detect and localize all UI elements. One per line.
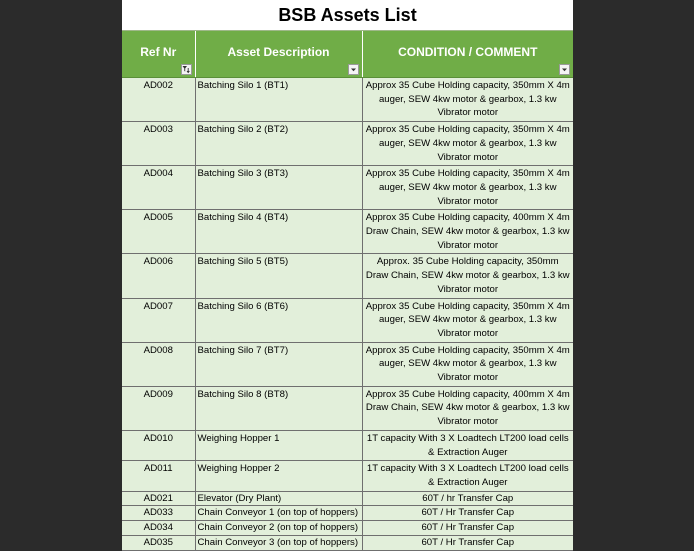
description-cell[interactable]: Chain Conveyor 2 (on top of hoppers) [195, 521, 362, 536]
table-row [122, 122, 573, 166]
ref-cell[interactable]: AD034 [122, 521, 195, 536]
condition-cell[interactable]: Approx 35 Cube Holding capacity, 350mm X 4m auger, SEW 4kw motor & gearbox, 1.3 kw Vibrator motor [362, 122, 573, 166]
condition-cell[interactable]: 60T / hr Transfer Cap [362, 491, 573, 506]
ref-cell[interactable]: AD011 [122, 461, 195, 491]
condition-cell[interactable]: Approx 35 Cube Holding capacity, 350mm X 4m auger, SEW 4kw motor & gearbox, 1.3 kw Vibrator motor [362, 166, 573, 210]
spreadsheet [122, 0, 573, 548]
header-row [122, 31, 573, 78]
table-row [122, 491, 573, 506]
description-cell[interactable]: Batching Silo 4 (BT4) [195, 210, 362, 254]
sheet-title: BSB Assets List [122, 0, 573, 31]
table-row [122, 342, 573, 386]
ref-cell[interactable]: AD003 [122, 122, 195, 166]
condition-cell[interactable]: Approx 35 Cube Holding capacity, 350mm X 4m auger, SEW 4kw motor & gearbox, 1.3 kw Vibrator motor [362, 298, 573, 342]
ref-cell[interactable]: AD005 [122, 210, 195, 254]
description-cell[interactable]: Elevator (Dry Plant) [195, 491, 362, 506]
table-row [122, 78, 573, 122]
ref-cell[interactable]: AD021 [122, 491, 195, 506]
ref-cell[interactable]: AD010 [122, 430, 195, 460]
description-cell[interactable]: Batching Silo 8 (BT8) [195, 386, 362, 430]
description-cell[interactable]: Weighing Hopper 1 [195, 430, 362, 460]
condition-cell[interactable]: 60T / Hr Transfer Cap [362, 521, 573, 536]
condition-cell[interactable]: Approx 35 Cube Holding capacity, 350mm X 4m auger, SEW 4kw motor & gearbox, 1.3 kw Vibrator motor [362, 342, 573, 386]
condition-cell[interactable]: 60T / Hr Transfer Cap [362, 506, 573, 521]
condition-cell[interactable]: 1T capacity With 3 X Loadtech LT200 load cells & Extraction Auger [362, 461, 573, 491]
condition-cell[interactable]: 60T / Hr Transfer Cap [362, 535, 573, 550]
ref-cell[interactable]: AD007 [122, 298, 195, 342]
ref-cell[interactable]: AD009 [122, 386, 195, 430]
condition-cell[interactable]: 1T capacity With 3 X Loadtech LT200 load cells & Extraction Auger [362, 430, 573, 460]
header-description [195, 31, 362, 78]
ref-cell[interactable]: AD035 [122, 535, 195, 550]
ref-cell[interactable]: AD008 [122, 342, 195, 386]
description-cell[interactable]: Chain Conveyor 3 (on top of hoppers) [195, 535, 362, 550]
filter-dropdown-icon[interactable] [348, 64, 359, 75]
description-cell[interactable]: Batching Silo 3 (BT3) [195, 166, 362, 210]
ref-cell[interactable]: AD004 [122, 166, 195, 210]
description-cell[interactable]: Batching Silo 7 (BT7) [195, 342, 362, 386]
table-row [122, 430, 573, 460]
description-cell[interactable]: Chain Conveyor 1 (on top of hoppers) [195, 506, 362, 521]
table-row [122, 386, 573, 430]
condition-cell[interactable]: Approx 35 Cube Holding capacity, 350mm X 4m auger, SEW 4kw motor & gearbox, 1.3 kw Vibrator motor [362, 78, 573, 122]
header-condition [362, 31, 573, 78]
filter-dropdown-icon[interactable] [559, 64, 570, 75]
description-cell[interactable]: Weighing Hopper 2 [195, 461, 362, 491]
ref-cell[interactable]: AD002 [122, 78, 195, 122]
filter-active-icon[interactable] [181, 64, 192, 75]
header-ref [122, 31, 195, 78]
table-row [122, 166, 573, 210]
table-row [122, 298, 573, 342]
condition-cell[interactable]: Approx. 35 Cube Holding capacity, 350mm Draw Chain, SEW 4kw motor & gearbox, 1.3 kw Vibrator motor [362, 254, 573, 298]
description-cell[interactable]: Batching Silo 5 (BT5) [195, 254, 362, 298]
table-row [122, 506, 573, 521]
table-row [122, 254, 573, 298]
table-row [122, 521, 573, 536]
header-condition-label: CONDITION / COMMENT [398, 45, 538, 59]
description-cell[interactable]: Batching Silo 2 (BT2) [195, 122, 362, 166]
table-row [122, 210, 573, 254]
description-cell[interactable]: Batching Silo 1 (BT1) [195, 78, 362, 122]
condition-cell[interactable]: Approx 35 Cube Holding capacity, 400mm X 4m Draw Chain, SEW 4kw motor & gearbox, 1.3 kw Vibrator motor [362, 386, 573, 430]
table-row [122, 461, 573, 491]
header-ref-label: Ref Nr [140, 45, 177, 59]
condition-cell[interactable]: Approx 35 Cube Holding capacity, 400mm X 4m Draw Chain, SEW 4kw motor & gearbox, 1.3 kw Vibrator motor [362, 210, 573, 254]
description-cell[interactable]: Batching Silo 6 (BT6) [195, 298, 362, 342]
ref-cell[interactable]: AD033 [122, 506, 195, 521]
assets-table [122, 31, 573, 551]
ref-cell[interactable]: AD006 [122, 254, 195, 298]
header-description-label: Asset Description [227, 45, 330, 59]
table-row [122, 535, 573, 550]
